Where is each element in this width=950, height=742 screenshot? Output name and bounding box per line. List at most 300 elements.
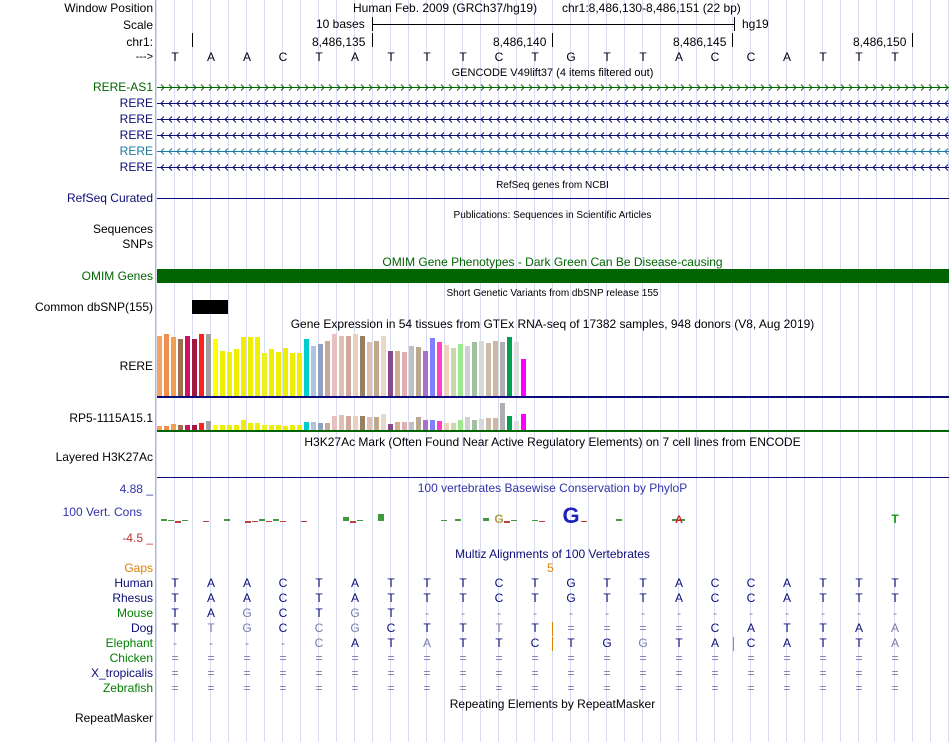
gtex-bar[interactable]	[514, 421, 519, 430]
dbsnp-label[interactable]: Common dbSNP(155)	[34, 300, 153, 314]
phylop-score	[168, 520, 174, 521]
gtex-bar[interactable]	[241, 337, 246, 396]
gtex-rere-label[interactable]: RERE	[119, 359, 153, 373]
gtex-bar[interactable]	[374, 417, 379, 430]
aligned-base: =	[531, 666, 539, 680]
base: A	[206, 50, 215, 64]
aligned-base: G	[638, 636, 648, 650]
aligned-base: C	[314, 621, 324, 635]
refseq-label[interactable]: RefSeq Curated	[66, 191, 153, 205]
aligned-base: T	[315, 591, 323, 605]
aligned-base: T	[423, 591, 431, 605]
aligned-base: A	[782, 576, 791, 590]
species-label-mouse[interactable]: Mouse	[116, 606, 153, 620]
aligned-base: A	[350, 591, 359, 605]
aligned-base: T	[531, 621, 539, 635]
phylop-glyph: A	[675, 514, 683, 526]
gtex-bar[interactable]	[339, 415, 344, 430]
aligned-base: T	[387, 576, 395, 590]
scale-label: Scale	[122, 18, 153, 32]
aligned-base: =	[207, 681, 215, 695]
aligned-base: A	[206, 591, 215, 605]
gene-label-rere[interactable]: RERE	[119, 128, 153, 142]
species-label-dog[interactable]: Dog	[130, 621, 153, 635]
aligned-base: =	[675, 651, 683, 665]
tick-label: 8,486,145	[673, 35, 727, 49]
aligned-base: =	[711, 651, 719, 665]
aligned-base: T	[819, 576, 827, 590]
gtex-bar[interactable]	[178, 339, 183, 396]
gtex-bar[interactable]	[241, 420, 246, 430]
aligned-base: =	[675, 621, 683, 635]
cons-ymax: 4.88 _	[119, 482, 153, 496]
phylop-score	[378, 514, 384, 521]
gtex-bar[interactable]	[472, 420, 477, 430]
aligned-base: T	[171, 591, 179, 605]
aligned-base: T	[855, 636, 863, 650]
gtex-bar[interactable]	[332, 416, 337, 430]
gtex-bar[interactable]	[416, 417, 421, 430]
gtex-bar[interactable]	[437, 421, 442, 430]
gtex-bar[interactable]	[346, 416, 351, 430]
species-label-elephant[interactable]: Elephant	[105, 636, 153, 650]
aligned-base: T	[387, 636, 395, 650]
phylop-score	[273, 519, 279, 521]
aligned-base: T	[315, 606, 323, 620]
phylop-score	[203, 521, 209, 522]
aligned-base: G	[602, 636, 612, 650]
aligned-base: A	[854, 621, 863, 635]
aligned-base: -	[785, 606, 789, 620]
gtex-bar[interactable]	[353, 416, 358, 430]
aligned-base: =	[891, 666, 899, 680]
aligned-base: -	[461, 606, 465, 620]
aligned-base: C	[530, 636, 540, 650]
aligned-base: A	[710, 636, 719, 650]
aligned-base: T	[459, 591, 467, 605]
gtex-bar[interactable]	[339, 336, 344, 396]
gtex-bar[interactable]	[500, 403, 505, 430]
phylop-score	[483, 518, 489, 521]
gtex-bar[interactable]	[416, 347, 421, 396]
aligned-base: =	[639, 621, 647, 635]
gtex-bar[interactable]	[479, 419, 484, 430]
multiz-title[interactable]: Multiz Alignments of 100 Vertebrates	[455, 547, 650, 561]
gtex-bar[interactable]	[465, 417, 470, 430]
gaps-label: Gaps	[124, 561, 153, 575]
aligned-base: =	[279, 666, 287, 680]
strand-label: --->	[135, 51, 153, 63]
base: T	[855, 50, 863, 64]
base: A	[242, 50, 251, 64]
assembly-text: Human Feb. 2009 (GRCh37/hg19)	[353, 1, 538, 15]
aligned-base: A	[746, 621, 755, 635]
aligned-base: T	[855, 591, 863, 605]
gtex-bar[interactable]	[297, 353, 302, 396]
aligned-base: =	[387, 651, 395, 665]
aligned-base: C	[494, 576, 504, 590]
aligned-base: T	[387, 591, 395, 605]
aligned-base: -	[497, 606, 501, 620]
aligned-base: =	[855, 666, 863, 680]
species-label-rhesus[interactable]: Rhesus	[112, 591, 153, 605]
aligned-base: T	[171, 621, 179, 635]
aligned-base: =	[747, 681, 755, 695]
gtex-bar[interactable]	[514, 342, 519, 396]
aligned-base: T	[819, 636, 827, 650]
base: A	[782, 50, 791, 64]
gtex-bar[interactable]	[381, 336, 386, 396]
gtex-bar[interactable]	[199, 334, 204, 396]
gtex-bar[interactable]	[500, 342, 505, 396]
gtex-bar[interactable]	[395, 422, 400, 430]
phylop-score	[161, 519, 167, 521]
aligned-base: =	[171, 666, 179, 680]
gtex-bar[interactable]	[164, 334, 169, 396]
gtex-bar[interactable]	[367, 342, 372, 396]
gtex-bar[interactable]	[388, 351, 393, 396]
aligned-base: =	[819, 666, 827, 680]
aligned-base: G	[350, 621, 360, 635]
aligned-base: =	[639, 681, 647, 695]
aligned-base: =	[531, 681, 539, 695]
species-label-human[interactable]: Human	[114, 576, 153, 590]
gtex-bar[interactable]	[220, 351, 225, 396]
gap-marker	[733, 637, 734, 651]
phylop-score	[532, 520, 538, 521]
gtex-bar[interactable]	[374, 341, 379, 396]
aligned-base: =	[603, 666, 611, 680]
aligned-base: =	[243, 651, 251, 665]
gtex-divider	[157, 430, 949, 432]
gtex-bar[interactable]	[465, 346, 470, 396]
aligned-base: -	[893, 606, 897, 620]
aligned-base: C	[710, 576, 720, 590]
gtex-bar[interactable]	[353, 334, 358, 396]
aligned-base: =	[891, 651, 899, 665]
aligned-base: A	[674, 591, 683, 605]
aligned-base: C	[494, 591, 504, 605]
aligned-base: -	[677, 606, 681, 620]
gtex-bar[interactable]	[171, 337, 176, 396]
gtex-bar[interactable]	[346, 336, 351, 396]
gene-feature[interactable]	[157, 131, 949, 140]
phylop-score	[350, 521, 356, 523]
sequences-label[interactable]: Sequences	[92, 222, 153, 236]
conservation-plot[interactable]	[157, 500, 949, 540]
position-text: chr1:8,486,130-8,486,151 (22 bp)	[562, 1, 741, 15]
gtex-bar[interactable]	[486, 418, 491, 430]
gtex-bar[interactable]	[325, 423, 330, 430]
gtex-bar[interactable]	[458, 420, 463, 430]
gtex-bar[interactable]	[493, 341, 498, 396]
gtex-bar[interactable]	[458, 344, 463, 396]
phylop-score	[245, 521, 251, 523]
aligned-base: =	[603, 651, 611, 665]
dbsnp-title[interactable]: Short Genetic Variants from dbSNP release 155	[446, 288, 659, 299]
gtex-bar[interactable]	[262, 353, 267, 396]
gtex-bar[interactable]	[199, 423, 204, 430]
aligned-base: =	[639, 666, 647, 680]
refseq-line[interactable]	[157, 198, 949, 199]
phylop-score	[224, 519, 230, 521]
tick-label: 8,486,140	[493, 35, 547, 49]
gene-label-rere[interactable]: RERE	[119, 96, 153, 110]
aligned-base: =	[315, 666, 323, 680]
aligned-base: =	[243, 681, 251, 695]
gtex-bar[interactable]	[451, 423, 456, 430]
snp-feature[interactable]	[192, 300, 228, 314]
gtex-bar[interactable]	[206, 421, 211, 430]
gtex-bar[interactable]	[360, 336, 365, 396]
gtex-bar[interactable]	[318, 344, 323, 396]
aligned-base: C	[278, 621, 288, 635]
gtex-bar[interactable]	[521, 414, 526, 430]
aligned-base: T	[891, 576, 899, 590]
gene-feature[interactable]	[157, 147, 949, 156]
gtex-bar[interactable]	[402, 352, 407, 396]
aligned-base: =	[459, 651, 467, 665]
phylop-score	[441, 520, 447, 521]
omim-title[interactable]: OMIM Gene Phenotypes - Dark Green Can Be Disease-causing	[382, 255, 723, 269]
aligned-base: =	[459, 681, 467, 695]
gtex-bar[interactable]	[451, 348, 456, 396]
aligned-base: G	[242, 606, 252, 620]
gene-label-rere-as1[interactable]: RERE-AS1	[92, 80, 153, 94]
chrom-label: chr1:	[126, 35, 153, 49]
gtex-bar[interactable]	[276, 352, 281, 396]
aligned-base: =	[423, 651, 431, 665]
snps-label[interactable]: SNPs	[122, 237, 153, 251]
aligned-base: A	[206, 606, 215, 620]
gtex-bar[interactable]	[304, 339, 309, 396]
conservation-label[interactable]: 100 Vert. Cons	[62, 505, 142, 519]
aligned-base: =	[675, 666, 683, 680]
gene-label-rere[interactable]: RERE	[119, 112, 153, 126]
gtex-bar[interactable]	[479, 341, 484, 396]
gtex-bar[interactable]	[311, 422, 316, 430]
gtex-bar[interactable]	[507, 337, 512, 396]
gtex-bar[interactable]	[290, 353, 295, 396]
gtex-bar[interactable]	[325, 341, 330, 396]
aligned-base: A	[242, 576, 251, 590]
aligned-base: =	[351, 666, 359, 680]
gap-marker	[552, 622, 553, 636]
aligned-base: =	[351, 651, 359, 665]
phylop-score	[280, 521, 286, 522]
aligned-base: T	[891, 591, 899, 605]
aligned-base: =	[495, 681, 503, 695]
h3k27ac-baseline	[157, 477, 949, 478]
gtex-bar[interactable]	[444, 423, 449, 430]
gene-feature[interactable]	[157, 163, 949, 172]
aligned-base: T	[567, 636, 575, 650]
tick-label: 8,486,150	[853, 35, 907, 49]
gtex-bar[interactable]	[423, 351, 428, 396]
aligned-base: =	[279, 651, 287, 665]
aligned-base: =	[675, 681, 683, 695]
gtex-bar[interactable]	[283, 348, 288, 396]
aligned-base: C	[386, 621, 396, 635]
gtex-bar[interactable]	[248, 423, 253, 430]
refseq-title[interactable]: RefSeq genes from NCBI	[496, 180, 609, 191]
species-label-x-tropicalis[interactable]: X_tropicalis	[90, 666, 153, 680]
gtex-bar[interactable]	[227, 352, 232, 396]
conservation-title[interactable]: 100 vertebrates Basewise Conservation by PhyloP	[417, 481, 688, 495]
gtex-bar[interactable]	[430, 420, 435, 430]
aligned-base: =	[459, 666, 467, 680]
gtex-bar[interactable]	[367, 417, 372, 430]
aligned-base: T	[675, 636, 683, 650]
repeatmasker-label[interactable]: RepeatMasker	[74, 711, 153, 725]
aligned-base: =	[171, 681, 179, 695]
aligned-base: =	[171, 651, 179, 665]
aligned-base: T	[639, 576, 647, 590]
gtex-bar[interactable]	[472, 342, 477, 396]
phylop-glyph: T	[891, 512, 899, 526]
gtex-bar[interactable]	[255, 423, 260, 430]
base: A	[350, 50, 359, 64]
aligned-base: -	[245, 636, 249, 650]
aligned-base: A	[782, 636, 791, 650]
gtex-bar[interactable]	[521, 359, 526, 396]
aligned-base: =	[567, 651, 575, 665]
gtex-bar[interactable]	[255, 337, 260, 396]
gtex-bar[interactable]	[185, 336, 190, 396]
gap-count: 5	[547, 561, 554, 575]
gtex-bar[interactable]	[311, 346, 316, 396]
aligned-base: =	[711, 681, 719, 695]
gtex-bar[interactable]	[192, 339, 197, 396]
gap-marker	[552, 637, 553, 651]
gtex-bar[interactable]	[444, 345, 449, 396]
base: C	[746, 50, 756, 64]
aligned-base: =	[567, 666, 575, 680]
aligned-base: C	[710, 621, 720, 635]
aligned-base: =	[819, 681, 827, 695]
aligned-base: -	[641, 606, 645, 620]
gtex-bar[interactable]	[402, 422, 407, 430]
aligned-base: T	[495, 636, 503, 650]
gtex-bar[interactable]	[486, 343, 491, 396]
gene-feature[interactable]	[157, 83, 949, 92]
base: T	[819, 50, 827, 64]
gtex-bar[interactable]	[437, 342, 442, 396]
gencode-title[interactable]: GENCODE V49lift37 (4 items filtered out)	[451, 67, 654, 79]
repeatmasker-title[interactable]: Repeating Elements by RepeatMasker	[449, 697, 656, 711]
aligned-base: A	[890, 636, 899, 650]
aligned-base: A	[350, 576, 359, 590]
phylop-score	[266, 521, 272, 522]
aligned-base: =	[495, 666, 503, 680]
aligned-base: T	[315, 576, 323, 590]
gtex-bar[interactable]	[395, 351, 400, 396]
aligned-base: T	[495, 621, 503, 635]
db-label: hg19	[742, 17, 769, 31]
aligned-base: T	[459, 636, 467, 650]
gene-feature[interactable]	[157, 99, 949, 108]
gtex-bar[interactable]	[234, 349, 239, 396]
aligned-base: =	[423, 666, 431, 680]
aligned-base: T	[459, 576, 467, 590]
aligned-base: =	[855, 681, 863, 695]
gtex-rp5-label[interactable]: RP5-1115A15.1	[69, 411, 153, 425]
base: C	[278, 50, 288, 64]
aligned-base: -	[569, 606, 573, 620]
gene-label-rere[interactable]: RERE	[119, 144, 153, 158]
aligned-base: -	[425, 606, 429, 620]
h3k27ac-title[interactable]: H3K27Ac Mark (Often Found Near Active Regulatory Elements) on 7 cell lines from ENCODE	[304, 435, 801, 449]
phylop-score	[252, 521, 258, 522]
phylop-score	[259, 519, 265, 521]
phylop-score	[539, 521, 545, 522]
base: T	[891, 50, 899, 64]
omim-label[interactable]: OMIM Genes	[81, 269, 153, 283]
aligned-base: =	[747, 651, 755, 665]
aligned-base: =	[603, 681, 611, 695]
tick-label: 8,486,135	[312, 35, 366, 49]
aligned-base: =	[783, 651, 791, 665]
base: T	[639, 50, 647, 64]
scale-text: 10 bases	[316, 17, 365, 31]
gtex-bar[interactable]	[304, 422, 309, 430]
gtex-bar[interactable]	[409, 346, 414, 396]
window-position-label: Window Position	[64, 1, 153, 15]
aligned-base: T	[207, 621, 215, 635]
h3k27ac-label[interactable]: Layered H3K27Ac	[55, 450, 153, 464]
aligned-base: =	[783, 681, 791, 695]
gtex-bar[interactable]	[507, 416, 512, 430]
aligned-base: A	[206, 576, 215, 590]
omim-bar[interactable]	[157, 269, 949, 283]
gtex-bar[interactable]	[157, 336, 162, 396]
gene-label-rere[interactable]: RERE	[119, 160, 153, 174]
aligned-base: T	[423, 576, 431, 590]
gtex-bar[interactable]	[213, 339, 218, 396]
gtex-bar[interactable]	[318, 423, 323, 430]
gtex-bar[interactable]	[332, 334, 337, 396]
aligned-base: C	[710, 591, 720, 605]
base: T	[603, 50, 611, 64]
gtex-bar[interactable]	[206, 334, 211, 396]
gtex-bar[interactable]	[493, 418, 498, 430]
gtex-bar[interactable]	[430, 338, 435, 396]
gtex-bar[interactable]	[248, 337, 253, 396]
aligned-base: =	[819, 651, 827, 665]
gtex-bar[interactable]	[381, 414, 386, 430]
gtex-bar[interactable]	[360, 416, 365, 430]
aligned-base: =	[891, 681, 899, 695]
gtex-bar[interactable]	[269, 349, 274, 396]
aligned-base: =	[387, 666, 395, 680]
aligned-base: T	[819, 621, 827, 635]
aligned-base: A	[242, 591, 251, 605]
gene-feature[interactable]	[157, 115, 949, 124]
base: T	[459, 50, 467, 64]
aligned-base: A	[782, 591, 791, 605]
base: T	[387, 50, 395, 64]
publications-title[interactable]: Publications: Sequences in Scientific Articles	[453, 210, 652, 221]
base: T	[315, 50, 323, 64]
gtex-title[interactable]: Gene Expression in 54 tissues from GTEx RNA-seq of 17382 samples, 948 donors (V8, Aug 2019)	[290, 317, 815, 331]
species-label-zebrafish[interactable]: Zebrafish	[102, 681, 153, 695]
gtex-bar[interactable]	[409, 422, 414, 430]
aligned-base: T	[783, 621, 791, 635]
gtex-bar[interactable]	[423, 420, 428, 430]
species-label-chicken[interactable]: Chicken	[109, 651, 153, 665]
aligned-base: C	[278, 606, 288, 620]
aligned-base: A	[350, 636, 359, 650]
